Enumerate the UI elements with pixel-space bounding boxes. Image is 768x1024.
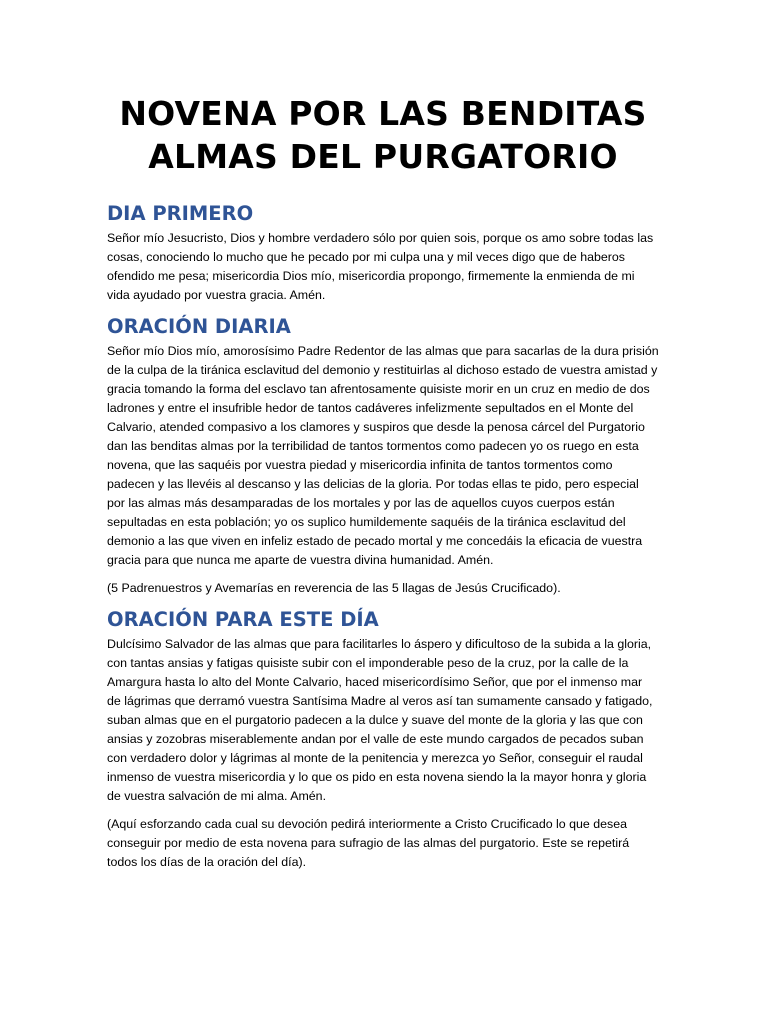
section-heading: ORACIÓN PARA ESTE DÍA	[107, 608, 379, 631]
document-title	[107, 92, 659, 178]
title-line-2: ALMAS DEL PURGATORIO	[148, 137, 618, 176]
section-heading: ORACIÓN DIARIA	[107, 315, 291, 338]
section-dia-primero	[107, 201, 659, 305]
section-heading: DIA PRIMERO	[107, 202, 254, 225]
section-note: (Aquí esforzando cada cual su devoción pedirá interiormente a Cristo Crucificado lo que desea conseguir por medio de esta novena para sufragio de las almas del purgatorio. Este se repetirá todos los días de la oración del día).	[107, 817, 630, 869]
title-line-1: NOVENA POR LAS BENDITAS	[119, 94, 647, 133]
section-paragraph: Señor mío Dios mío, amorosísimo Padre Redentor de las almas que para sacarlas de la dura prisión de la culpa de la tiránica esclavitud del demonio y restituirlas al dichoso estado de vuestra amistad y gracia tomando la forma del esclavo tan afrentosamente quisiste morir en un cruz en medio de dos ladrones y entre el insufrible hedor de tantos cadáveres infelizmente sepultados en el Monte del Calvario, atended compasivo a los clamores y suspiros que desde la penosa cárcel del Purgatorio dan las benditas almas por la terribilidad de tantos tormentos como padecen yo os ruego en esta novena, que las saquéis por vuestra piedad y misericordia infinita de tantos tormentos como padecen y las llevéis al descanso y las delicias de la gloria. Por todas ellas te pido, pero especial por las almas más desamparadas de los mortales y por las de aquellos cuyos cuerpos están sepultadas en esta población; yo os suplico humildemente saquéis de la tiránica esclavitud del demonio a las que viven en infeliz estado de pecado mortal y me concedáis la eficacia de vuestra gracia para que nunca me aparte de vuestra divina humanidad. Amén.	[107, 344, 659, 567]
document-page	[107, 92, 659, 881]
section-oracion-diaria	[107, 314, 659, 598]
section-paragraph: Señor mío Jesucristo, Dios y hombre verdadero sólo por quien sois, porque os amo sobre todas las cosas, conociendo lo mucho que he pecado por mi culpa una y mil veces digo que de haberos ofendido me pesa; misericordia Dios mío, misericordia propongo, firmemente la enmienda de mi vida ayudado por vuestra gracia. Amén.	[107, 231, 654, 302]
section-oracion-para-este-dia	[107, 607, 659, 872]
section-note: (5 Padrenuestros y Avemarías en reverencia de las 5 llagas de Jesús Crucificado).	[107, 581, 561, 595]
section-paragraph: Dulcísimo Salvador de las almas que para facilitarles lo áspero y dificultoso de la subida a la gloria, con tantas ansias y fatigas quisiste subir con el imponderable peso de la cruz, por la calle de la Amargura hasta lo alto del Monte Calvario, haced misericordísimo Señor, que por el inmenso mar de lágrimas que derramó vuestra Santísima Madre al veros así tan sumamente cansado y fatigado, suban almas que en el purgatorio padecen a la dulce y suave del monte de la gloria y las que con ansias y zozobras miserablemente andan por el valle de este mundo cargados de pecados suban con verdadero dolor y lágrimas al monte de la penitencia y merezca yo Señor, conseguir el raudal inmenso de vuestra misericordia y lo que os pido en esta novena siendo la la mayor honra y gloria de vuestra salvación de mi alma. Amén.	[107, 637, 653, 803]
